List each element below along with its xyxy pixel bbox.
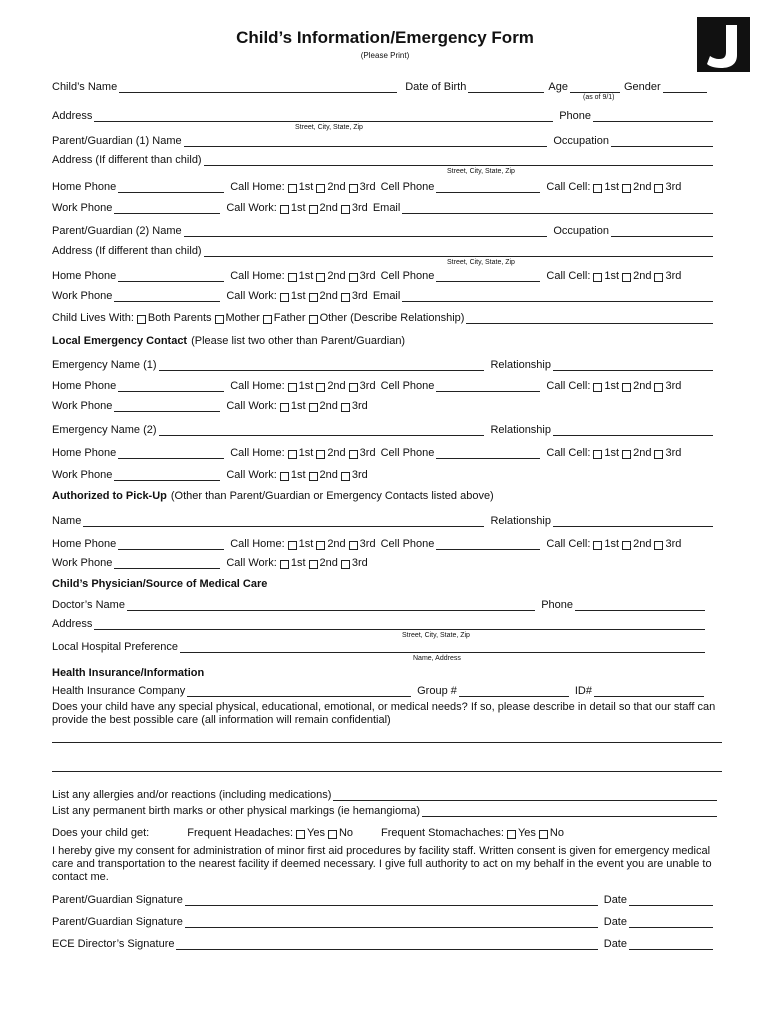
- pickup-call-home-label: Call Home:: [230, 538, 285, 550]
- option-1st-label: 1st: [290, 400, 306, 412]
- pickup-name-field[interactable]: [83, 516, 484, 527]
- pickup-call-cell-1st-checkbox[interactable]: [593, 541, 602, 550]
- guardian2-call-home-label: Call Home:: [230, 270, 285, 282]
- guardian2-address-label: Address (If different than child): [52, 245, 202, 257]
- pickup-work-row: [52, 555, 715, 569]
- guardian2-address-hint: Street, City, State, Zip: [447, 259, 515, 266]
- child-address-row: [52, 108, 715, 122]
- guardian1-call-cell-3rd-checkbox[interactable]: [654, 184, 663, 193]
- option-2nd-label: 2nd: [327, 538, 346, 550]
- pickup-work-phone-field[interactable]: [114, 558, 220, 569]
- option-3rd-label: 3rd: [359, 270, 376, 282]
- pickup-call-home-1st-checkbox[interactable]: [288, 541, 297, 550]
- guardian-signature-field[interactable]: [185, 895, 598, 906]
- special-needs-question: Does your child have any special physical, educational, emotional, or medical needs? If so, please describe in detail so that our staff can provide the best possible care (all information will remain confidential): [52, 701, 716, 726]
- pickup-home-phone-field[interactable]: [118, 539, 224, 550]
- guardian1-call-work-1st-checkbox[interactable]: [280, 205, 289, 214]
- lives-with-father-checkbox[interactable]: [263, 315, 272, 324]
- guardian1-call-cell-label: Call Cell:: [546, 181, 591, 193]
- emergency2-work-row: [52, 467, 715, 481]
- guardian2-home-phone-field[interactable]: [118, 271, 224, 282]
- guardian-signature-date-field[interactable]: [629, 895, 713, 906]
- emergency1-work-row: [52, 398, 715, 412]
- lives-with-other-checkbox[interactable]: [309, 315, 318, 324]
- doctor-address-field[interactable]: [94, 619, 705, 630]
- emergency2-call-home-1st-checkbox[interactable]: [288, 450, 297, 459]
- guardian1-email-field[interactable]: [402, 203, 713, 214]
- lives-with-mother-label: Mother: [225, 312, 260, 324]
- hospital-field[interactable]: [180, 642, 705, 653]
- signature-date-label: Date: [603, 894, 627, 906]
- guardian2-name-label: Parent/Guardian (2) Name: [52, 225, 182, 237]
- emergency1-name-field[interactable]: [159, 360, 485, 371]
- guardian1-cell-phone-label: Cell Phone: [380, 181, 435, 193]
- pickup-relationship-label: Relationship: [490, 515, 551, 527]
- logo-icon: [697, 17, 750, 72]
- guardian2-name-row: [52, 223, 715, 237]
- option-3rd-label: 3rd: [351, 469, 368, 481]
- emergency1-relationship-label: Relationship: [490, 359, 551, 371]
- id-label: ID#: [574, 685, 592, 697]
- special-needs-line-2[interactable]: [52, 771, 722, 772]
- director-signature-label: ECE Director’s Signature: [52, 938, 175, 950]
- emergency2-name-field[interactable]: [159, 425, 485, 436]
- pickup-name-label: Name: [52, 515, 82, 527]
- emergency2-home-phone-field[interactable]: [118, 448, 224, 459]
- guardian2-call-work-1st-checkbox[interactable]: [280, 293, 289, 302]
- age-hint: (as of 9/1): [583, 94, 615, 101]
- guardian2-call-cell-3rd-checkbox[interactable]: [654, 273, 663, 282]
- emergency1-name-row: [52, 357, 715, 371]
- doctor-row: [52, 597, 707, 611]
- guardian2-call-work-label: Call Work:: [226, 290, 277, 302]
- option-1st-label: 1st: [298, 181, 314, 193]
- option-2nd-label: 2nd: [319, 202, 338, 214]
- emergency1-call-cell-2nd-checkbox[interactable]: [622, 383, 631, 392]
- guardian1-address-row: [52, 152, 715, 166]
- option-1st-label: 1st: [604, 380, 620, 392]
- guardian1-call-home-label: Call Home:: [230, 181, 285, 193]
- child-name-field[interactable]: [119, 82, 397, 93]
- guardian2-call-cell-1st-checkbox[interactable]: [593, 273, 602, 282]
- option-3rd-label: 3rd: [665, 270, 682, 282]
- child-phone-field[interactable]: [593, 111, 713, 122]
- option-2nd-label: 2nd: [327, 181, 346, 193]
- emergency2-call-home-label: Call Home:: [230, 447, 285, 459]
- consent-text: I hereby give my consent for administration of minor first aid procedures by facility staff. Written consent is given for emergency medical care and transportation to the nearest facility if deemed necessary. I give full authority to act on my behalf in the event you are unable to contact me.: [52, 845, 712, 883]
- emergency1-relationship-field[interactable]: [553, 360, 713, 371]
- guardian2-email-label: Email: [372, 290, 401, 302]
- child-name-label: Child’s Name: [52, 81, 118, 93]
- pickup-call-cell-2nd-checkbox[interactable]: [622, 541, 631, 550]
- physician-heading-row: [52, 576, 715, 590]
- guardian2-work-phone-field[interactable]: [114, 291, 220, 302]
- stomachaches-no-checkbox[interactable]: [539, 830, 548, 839]
- pickup-heading-row: [52, 488, 715, 502]
- option-1st-label: 1st: [298, 538, 314, 550]
- option-1st-label: 1st: [298, 447, 314, 459]
- guardian2-name-field[interactable]: [184, 226, 548, 237]
- guardian1-work-row: [52, 200, 715, 214]
- option-yes-label: Yes: [307, 827, 325, 839]
- guardian2-home-phone-label: Home Phone: [52, 270, 117, 282]
- guardian-signature-label: Parent/Guardian Signature: [52, 894, 183, 906]
- guardian2-cell-phone-label: Cell Phone: [380, 270, 435, 282]
- lives-with-row: [52, 310, 715, 324]
- guardian1-call-work-label: Call Work:: [226, 202, 277, 214]
- pickup-home-row: [52, 536, 715, 550]
- lives-with-mother-checkbox[interactable]: [215, 315, 224, 324]
- emergency1-call-home-2nd-checkbox[interactable]: [316, 383, 325, 392]
- emergency1-call-cell-3rd-checkbox[interactable]: [654, 383, 663, 392]
- option-1st-label: 1st: [290, 557, 306, 569]
- option-2nd-label: 2nd: [319, 469, 338, 481]
- stomachaches-label: Frequent Stomachaches:: [381, 827, 504, 839]
- emergency1-call-home-3rd-checkbox[interactable]: [349, 383, 358, 392]
- dob-label: Date of Birth: [405, 81, 467, 93]
- pickup-call-work-3rd-checkbox[interactable]: [341, 560, 350, 569]
- option-1st-label: 1st: [604, 447, 620, 459]
- emergency2-name-row: [52, 422, 715, 436]
- option-3rd-label: 3rd: [359, 538, 376, 550]
- child-gets-label: Does your child get:: [52, 827, 150, 839]
- gender-field[interactable]: [663, 82, 707, 93]
- guardian1-work-phone-label: Work Phone: [52, 202, 113, 214]
- doctor-phone-field[interactable]: [575, 600, 705, 611]
- child-address-hint: Street, City, State, Zip: [295, 124, 363, 131]
- headaches-label: Frequent Headaches:: [187, 827, 294, 839]
- local-emergency-note: (Please list two other than Parent/Guardian): [191, 335, 406, 347]
- child-gets-row: [52, 825, 715, 839]
- emergency2-call-work-label: Call Work:: [226, 469, 277, 481]
- emergency1-cell-phone-field[interactable]: [436, 381, 540, 392]
- emergency1-call-home-label: Call Home:: [230, 380, 285, 392]
- pickup-call-home-3rd-checkbox[interactable]: [349, 541, 358, 550]
- guardian1-address-hint: Street, City, State, Zip: [447, 168, 515, 175]
- emergency1-work-phone-label: Work Phone: [52, 400, 113, 412]
- guardian2-cell-phone-field[interactable]: [436, 271, 540, 282]
- option-1st-label: 1st: [298, 270, 314, 282]
- age-label: Age: [548, 81, 568, 93]
- lives-with-both-checkbox[interactable]: [137, 315, 146, 324]
- headaches-no-checkbox[interactable]: [328, 830, 337, 839]
- pickup-cell-phone-field[interactable]: [436, 539, 540, 550]
- option-no-label: No: [338, 827, 354, 839]
- child-phone-label: Phone: [559, 110, 591, 122]
- guardian1-home-phone-label: Home Phone: [52, 181, 117, 193]
- option-2nd-label: 2nd: [633, 181, 652, 193]
- emergency1-call-work-label: Call Work:: [226, 400, 277, 412]
- guardian2-address-row: [52, 243, 715, 257]
- emergency2-call-work-2nd-checkbox[interactable]: [309, 472, 318, 481]
- emergency1-work-phone-field[interactable]: [114, 401, 220, 412]
- insurance-company-field[interactable]: [187, 686, 411, 697]
- emergency2-call-cell-2nd-checkbox[interactable]: [622, 450, 631, 459]
- guardian1-work-phone-field[interactable]: [114, 203, 220, 214]
- allergies-row: [52, 787, 719, 801]
- emergency2-cell-phone-field[interactable]: [436, 448, 540, 459]
- option-2nd-label: 2nd: [319, 400, 338, 412]
- emergency2-cell-phone-label: Cell Phone: [380, 447, 435, 459]
- group-label: Group #: [417, 685, 457, 697]
- form-title: Child’s Information/Emergency Form: [236, 28, 534, 47]
- guardian-signature-field[interactable]: [185, 917, 598, 928]
- pickup-call-home-2nd-checkbox[interactable]: [316, 541, 325, 550]
- guardian1-call-work-2nd-checkbox[interactable]: [309, 205, 318, 214]
- option-3rd-label: 3rd: [665, 380, 682, 392]
- option-2nd-label: 2nd: [633, 270, 652, 282]
- option-2nd-label: 2nd: [633, 380, 652, 392]
- guardian2-call-home-1st-checkbox[interactable]: [288, 273, 297, 282]
- id-field[interactable]: [594, 686, 704, 697]
- hospital-hint: Name, Address: [413, 655, 461, 662]
- dob-field[interactable]: [468, 82, 544, 93]
- pickup-home-phone-label: Home Phone: [52, 538, 117, 550]
- birthmarks-row: [52, 803, 719, 817]
- guardian1-occupation-field[interactable]: [611, 136, 713, 147]
- director-signature-field[interactable]: [176, 939, 597, 950]
- guardian2-work-phone-label: Work Phone: [52, 290, 113, 302]
- option-2nd-label: 2nd: [633, 447, 652, 459]
- insurance-company-label: Health Insurance Company: [52, 685, 186, 697]
- birthmarks-label: List any permanent birth marks or other physical markings (ie hemangioma): [52, 805, 421, 817]
- pickup-cell-phone-label: Cell Phone: [380, 538, 435, 550]
- guardian-signature-row-1: [52, 892, 715, 906]
- local-emergency-heading-row: [52, 333, 715, 347]
- emergency2-home-row: [52, 445, 715, 459]
- emergency2-call-home-3rd-checkbox[interactable]: [349, 450, 358, 459]
- doctor-address-row: [52, 616, 707, 630]
- guardian2-occupation-label: Occupation: [553, 225, 609, 237]
- option-2nd-label: 2nd: [327, 380, 346, 392]
- guardian1-address-label: Address (If different than child): [52, 154, 202, 166]
- pickup-note: (Other than Parent/Guardian or Emergency Contacts listed above): [170, 490, 494, 502]
- emergency1-call-work-2nd-checkbox[interactable]: [309, 403, 318, 412]
- stomachaches-yes-checkbox[interactable]: [507, 830, 516, 839]
- option-3rd-label: 3rd: [665, 538, 682, 550]
- pickup-call-cell-label: Call Cell:: [546, 538, 591, 550]
- guardian2-call-work-2nd-checkbox[interactable]: [309, 293, 318, 302]
- emergency2-work-phone-field[interactable]: [114, 470, 220, 481]
- emergency2-call-cell-3rd-checkbox[interactable]: [654, 450, 663, 459]
- pickup-call-work-1st-checkbox[interactable]: [280, 560, 289, 569]
- guardian2-call-work-3rd-checkbox[interactable]: [341, 293, 350, 302]
- guardian2-address-field[interactable]: [204, 246, 713, 257]
- option-yes-label: Yes: [517, 827, 536, 839]
- guardian1-email-label: Email: [372, 202, 401, 214]
- insurance-heading: Health Insurance/Information: [52, 667, 205, 679]
- emergency1-cell-phone-label: Cell Phone: [380, 380, 435, 392]
- special-needs-line-1[interactable]: [52, 742, 722, 743]
- emergency1-call-cell-label: Call Cell:: [546, 380, 591, 392]
- pickup-call-work-2nd-checkbox[interactable]: [309, 560, 318, 569]
- lives-with-other-field[interactable]: [466, 313, 713, 324]
- guardian-signature-label: Parent/Guardian Signature: [52, 916, 183, 928]
- guardian2-home-row: [52, 268, 715, 282]
- guardian-signature-row-2: [52, 914, 715, 928]
- birthmarks-field[interactable]: [422, 806, 717, 817]
- lives-with-both-label: Both Parents: [147, 312, 212, 324]
- option-1st-label: 1st: [290, 290, 306, 302]
- pickup-heading: Authorized to Pick-Up: [52, 490, 167, 502]
- doctor-address-label: Address: [52, 618, 93, 630]
- child-name-row: [52, 79, 715, 93]
- pickup-name-row: [52, 513, 715, 527]
- guardian1-name-field[interactable]: [184, 136, 548, 147]
- emergency2-call-work-1st-checkbox[interactable]: [280, 472, 289, 481]
- option-2nd-label: 2nd: [327, 270, 346, 282]
- option-3rd-label: 3rd: [665, 181, 682, 193]
- emergency2-work-phone-label: Work Phone: [52, 469, 113, 481]
- guardian1-call-cell-1st-checkbox[interactable]: [593, 184, 602, 193]
- option-2nd-label: 2nd: [319, 290, 338, 302]
- option-1st-label: 1st: [604, 181, 620, 193]
- option-2nd-label: 2nd: [319, 557, 338, 569]
- age-field[interactable]: [570, 82, 620, 93]
- option-2nd-label: 2nd: [327, 447, 346, 459]
- option-3rd-label: 3rd: [351, 400, 368, 412]
- allergies-label: List any allergies and/or reactions (including medications): [52, 789, 332, 801]
- pickup-call-work-label: Call Work:: [226, 557, 277, 569]
- doctor-name-field[interactable]: [127, 600, 535, 611]
- guardian1-home-phone-field[interactable]: [118, 182, 224, 193]
- signature-date-label: Date: [603, 916, 627, 928]
- option-3rd-label: 3rd: [359, 181, 376, 193]
- guardian1-call-home-2nd-checkbox[interactable]: [316, 184, 325, 193]
- doctor-phone-label: Phone: [541, 599, 573, 611]
- option-1st-label: 1st: [604, 270, 620, 282]
- guardian1-call-cell-2nd-checkbox[interactable]: [622, 184, 631, 193]
- guardian2-call-home-3rd-checkbox[interactable]: [349, 273, 358, 282]
- signature-date-label: Date: [603, 938, 627, 950]
- lives-with-father-label: Father: [273, 312, 306, 324]
- doctor-name-label: Doctor’s Name: [52, 599, 125, 611]
- emergency2-home-phone-label: Home Phone: [52, 447, 117, 459]
- emergency1-call-work-3rd-checkbox[interactable]: [341, 403, 350, 412]
- option-2nd-label: 2nd: [633, 538, 652, 550]
- emergency1-home-phone-label: Home Phone: [52, 380, 117, 392]
- lives-with-label: Child Lives With:: [52, 312, 134, 324]
- group-field[interactable]: [459, 686, 569, 697]
- director-signature-date-field[interactable]: [629, 939, 713, 950]
- guardian2-work-row: [52, 288, 715, 302]
- guardian1-call-work-3rd-checkbox[interactable]: [341, 205, 350, 214]
- guardian1-cell-phone-field[interactable]: [436, 182, 540, 193]
- form-subtitle: (Please Print): [360, 51, 410, 60]
- pickup-relationship-field[interactable]: [553, 516, 713, 527]
- headaches-yes-checkbox[interactable]: [296, 830, 305, 839]
- option-3rd-label: 3rd: [351, 202, 368, 214]
- emergency2-call-work-3rd-checkbox[interactable]: [341, 472, 350, 481]
- gender-label: Gender: [623, 81, 661, 93]
- option-no-label: No: [549, 827, 564, 839]
- pickup-work-phone-label: Work Phone: [52, 557, 113, 569]
- emergency1-name-label: Emergency Name (1): [52, 359, 157, 371]
- guardian1-occupation-label: Occupation: [553, 135, 609, 147]
- allergies-field[interactable]: [333, 790, 717, 801]
- emergency2-call-cell-1st-checkbox[interactable]: [593, 450, 602, 459]
- option-1st-label: 1st: [604, 538, 620, 550]
- emergency2-call-home-2nd-checkbox[interactable]: [316, 450, 325, 459]
- option-3rd-label: 3rd: [359, 380, 376, 392]
- local-emergency-heading: Local Emergency Contact: [52, 335, 188, 347]
- emergency1-home-phone-field[interactable]: [118, 381, 224, 392]
- option-1st-label: 1st: [290, 202, 306, 214]
- hospital-row: [52, 639, 707, 653]
- insurance-row: [52, 683, 706, 697]
- hospital-label: Local Hospital Preference: [52, 641, 178, 653]
- child-address-label: Address: [52, 110, 93, 122]
- pickup-call-cell-3rd-checkbox[interactable]: [654, 541, 663, 550]
- emergency2-relationship-label: Relationship: [490, 424, 551, 436]
- option-1st-label: 1st: [298, 380, 314, 392]
- guardian2-call-cell-2nd-checkbox[interactable]: [622, 273, 631, 282]
- guardian2-call-cell-label: Call Cell:: [546, 270, 591, 282]
- insurance-heading-row: [52, 665, 715, 679]
- option-3rd-label: 3rd: [351, 557, 368, 569]
- guardian1-call-home-3rd-checkbox[interactable]: [349, 184, 358, 193]
- guardian2-email-field[interactable]: [402, 291, 713, 302]
- guardian2-call-home-2nd-checkbox[interactable]: [316, 273, 325, 282]
- option-3rd-label: 3rd: [665, 447, 682, 459]
- emergency1-home-row: [52, 378, 715, 392]
- emergency1-call-cell-1st-checkbox[interactable]: [593, 383, 602, 392]
- child-address-field[interactable]: [94, 111, 553, 122]
- option-3rd-label: 3rd: [351, 290, 368, 302]
- emergency1-call-work-1st-checkbox[interactable]: [280, 403, 289, 412]
- guardian1-home-row: [52, 179, 715, 193]
- physician-heading: Child’s Physician/Source of Medical Care: [52, 578, 268, 590]
- emergency2-call-cell-label: Call Cell:: [546, 447, 591, 459]
- guardian1-address-field[interactable]: [204, 155, 713, 166]
- guardian1-name-row: [52, 133, 715, 147]
- guardian1-name-label: Parent/Guardian (1) Name: [52, 135, 182, 147]
- option-3rd-label: 3rd: [359, 447, 376, 459]
- guardian1-call-home-1st-checkbox[interactable]: [288, 184, 297, 193]
- doctor-address-hint: Street, City, State, Zip: [402, 632, 470, 639]
- option-1st-label: 1st: [290, 469, 306, 481]
- emergency2-relationship-field[interactable]: [553, 425, 713, 436]
- guardian2-occupation-field[interactable]: [611, 226, 713, 237]
- emergency2-name-label: Emergency Name (2): [52, 424, 157, 436]
- director-signature-row: [52, 936, 715, 950]
- emergency1-call-home-1st-checkbox[interactable]: [288, 383, 297, 392]
- guardian-signature-date-field[interactable]: [629, 917, 713, 928]
- lives-with-other-label: Other (Describe Relationship): [319, 312, 465, 324]
